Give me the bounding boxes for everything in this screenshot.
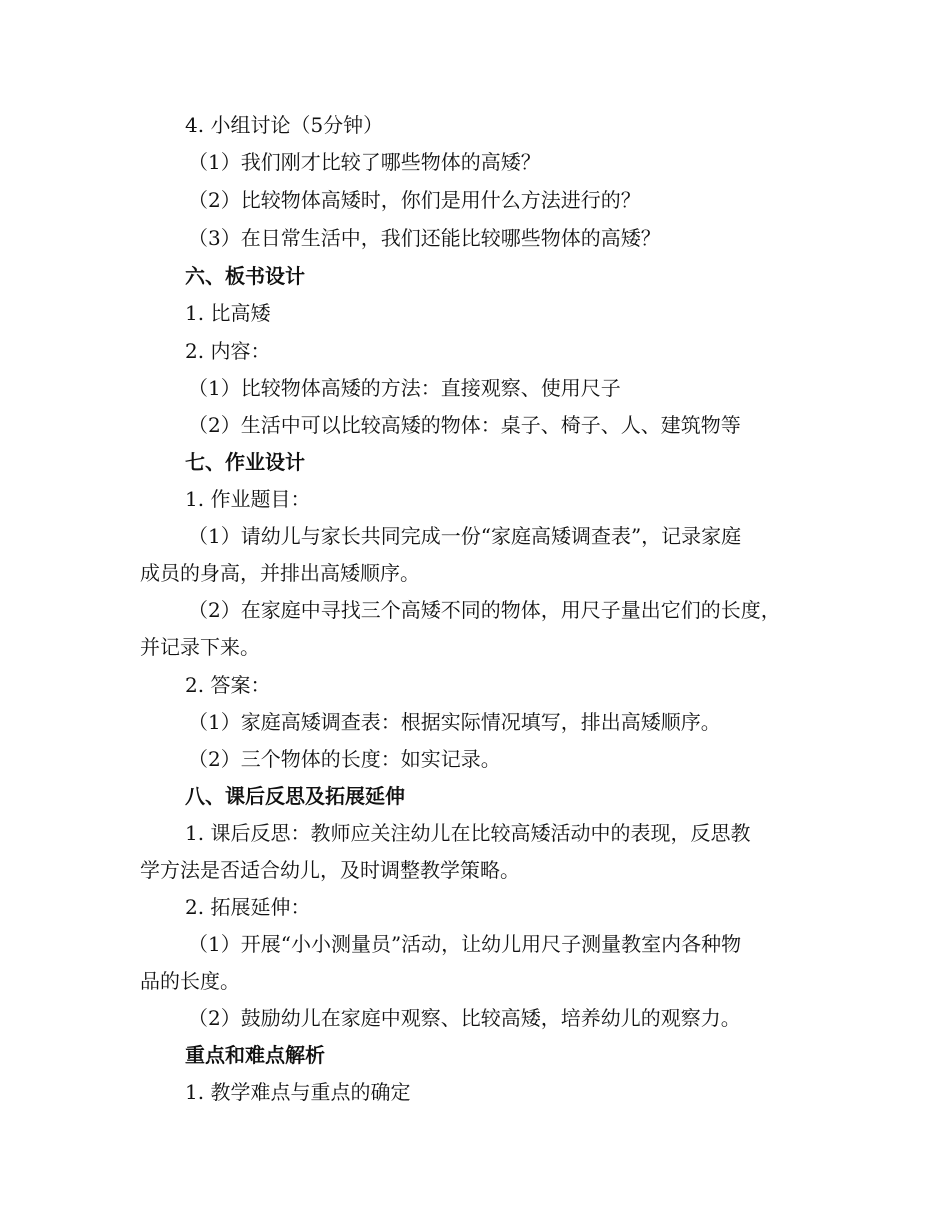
answer-2: （2）三个物体的长度：如实记录。 [188, 747, 501, 771]
board-item-2: 2. 内容： [185, 339, 271, 363]
homework-item-2: 2. 答案： [185, 673, 271, 697]
extension-1-line-1: （1）开展“小小测量员”活动，让幼儿用尺子测量教室内各种物 [188, 932, 742, 956]
discussion-question-1: （1）我们刚才比较了哪些物体的高矮？ [188, 150, 541, 174]
board-content-1: （1）比较物体高矮的方法：直接观察、使用尺子 [188, 376, 621, 400]
homework-task-1-line-1: （1）请幼儿与家长共同完成一份“家庭高矮调查表”，记录家庭 [188, 524, 742, 548]
board-item-1: 1. 比高矮 [185, 301, 271, 325]
homework-task-2-line-2: 并记录下来。 [140, 635, 260, 659]
answer-1: （1）家庭高矮调查表：根据实际情况填写，排出高矮顺序。 [188, 710, 721, 734]
extension-2: （2）鼓励幼儿在家庭中观察、比较高矮，培养幼儿的观察力。 [188, 1006, 741, 1030]
extension-item: 2. 拓展延伸： [185, 895, 311, 919]
extension-1-line-2: 品的长度。 [140, 969, 240, 993]
discussion-question-2: （2）比较物体高矮时，你们是用什么方法进行的？ [188, 188, 641, 212]
section-heading-key-points: 重点和难点解析 [185, 1043, 325, 1067]
section-heading-reflection: 八、课后反思及拓展延伸 [185, 784, 405, 808]
section-heading-board-design: 六、板书设计 [185, 264, 305, 288]
key-points-item-1: 1. 教学难点与重点的确定 [185, 1080, 411, 1104]
section-heading-homework: 七、作业设计 [185, 450, 305, 474]
list-item-group-discussion: 4. 小组讨论（5分钟） [185, 113, 384, 137]
reflection-line-1: 1. 课后反思：教师应关注幼儿在比较高矮活动中的表现，反思教 [185, 821, 751, 845]
discussion-question-3: （3）在日常生活中，我们还能比较哪些物体的高矮？ [188, 226, 661, 250]
homework-task-2-line-1: （2）在家庭中寻找三个高矮不同的物体，用尺子量出它们的长度， [188, 598, 781, 622]
reflection-line-2: 学方法是否适合幼儿，及时调整教学策略。 [140, 858, 520, 882]
homework-item-1: 1. 作业题目： [185, 487, 311, 511]
homework-task-1-line-2: 成员的身高，并排出高矮顺序。 [140, 561, 420, 585]
board-content-2: （2）生活中可以比较高矮的物体：桌子、椅子、人、建筑物等 [188, 413, 741, 437]
